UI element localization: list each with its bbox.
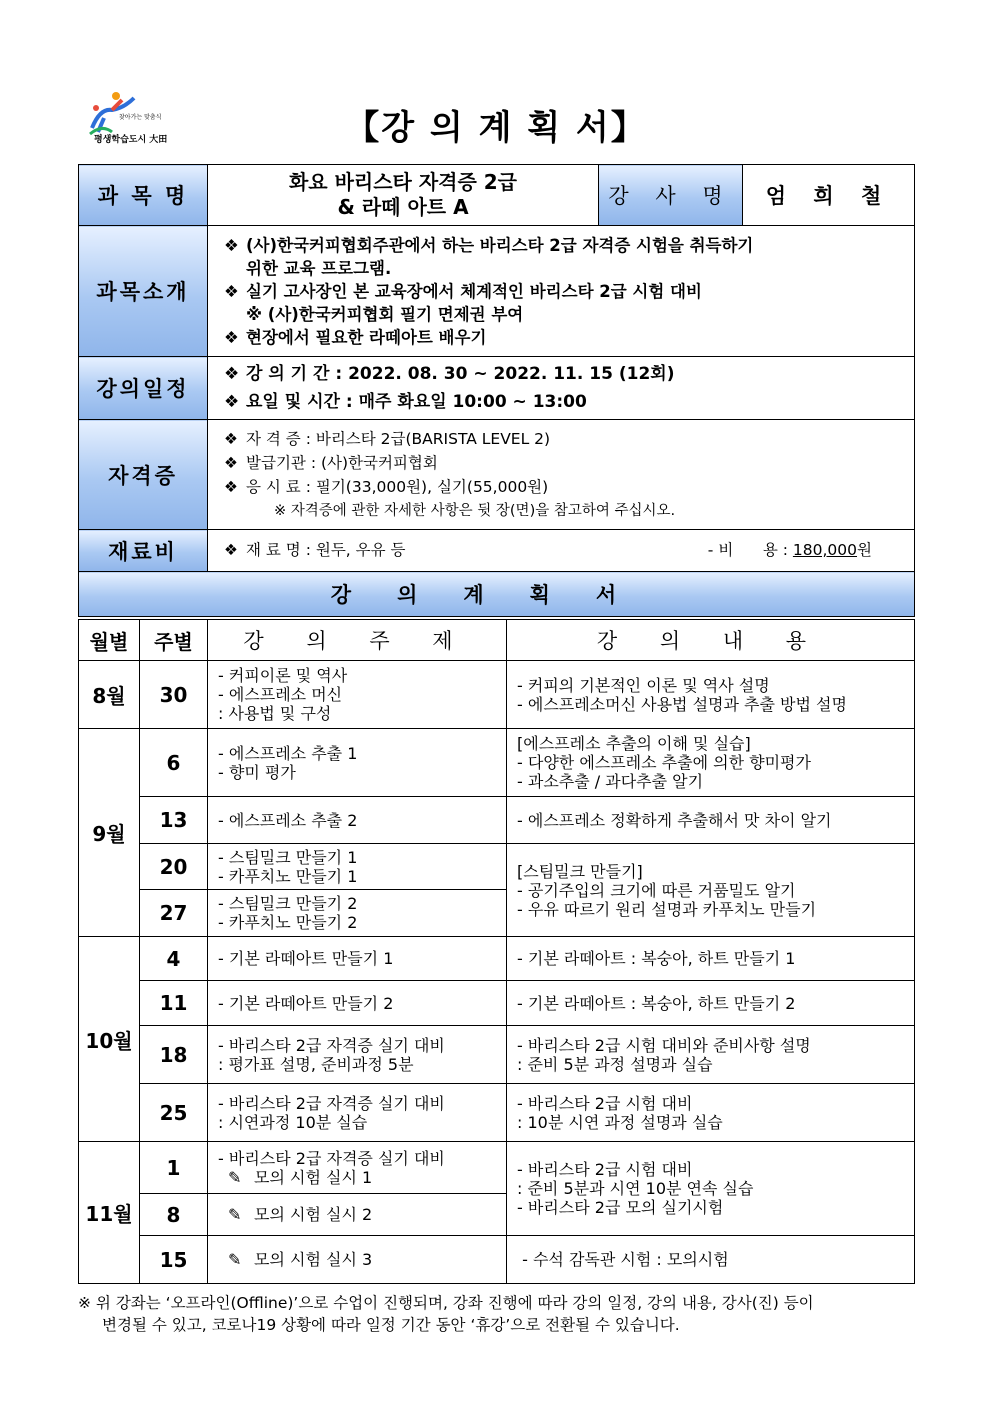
logo-name: 평생학습도시 大田 <box>94 135 168 145</box>
week-number: 6 <box>140 729 208 797</box>
content-line: - 우유 따르기 원리 설명과 카푸치노 만들기 <box>517 899 817 919</box>
intro-bullet-2-note: ※ (사)한국커피협회 필기 면제권 부여 <box>246 304 524 324</box>
header-month: 월별 <box>79 620 140 661</box>
subject-label: 과 목 명 <box>79 165 208 226</box>
topic-line: - 바리스타 2급 자격증 실기 대비 <box>218 1093 445 1113</box>
bullet-icon: ❖ <box>224 392 240 412</box>
footer-line2: 변경될 수 있고, 코로나19 상황에 따라 일정 기간 동안 ‘휴강’으로 전환될 수 있습니다. <box>102 1316 680 1334</box>
topic-cell <box>208 1084 507 1142</box>
teacher-label: 강 사 명 <box>599 165 743 226</box>
topic-line: - 스팀밀크 만들기 2 <box>218 894 358 913</box>
bullet-icon: ❖ <box>224 477 238 496</box>
material-cost-prefix: - 비 용 : <box>707 541 793 559</box>
pencil-icon: ✎ <box>228 1205 242 1224</box>
topic-cell <box>208 1194 507 1236</box>
topic-cell: - 에스프레소 추출 2 <box>208 797 507 844</box>
content-line: : 준비 5분과 시연 10분 연속 실습 <box>517 1179 754 1198</box>
intro-bullet-2: 실기 고사장인 본 교육장에서 체계적인 바리스타 2급 시험 대비 <box>246 281 702 301</box>
intro-bullet-1: (사)한국커피협회주관에서 하는 바리스타 2급 자격증 시험을 취득하기 <box>246 235 754 255</box>
week-number: 11 <box>140 981 208 1026</box>
month-aug: 8월 <box>79 661 140 729</box>
topic-line: - 바리스타 2급 자격증 실기 대비 <box>218 1035 445 1055</box>
topic-cell <box>208 661 507 729</box>
topic-line: 모의 시험 실시 2 <box>254 1205 373 1224</box>
subject-line1: 화요 바리스타 자격증 2급 <box>288 170 517 194</box>
content-line: : 10분 시연 과정 설명과 실습 <box>517 1112 723 1132</box>
logo-tagline: 찾아가는 맞춤식 <box>119 114 162 121</box>
header-content: 강 의 내 용 <box>507 620 915 661</box>
week-number: 25 <box>140 1084 208 1142</box>
bullet-icon: ❖ <box>224 541 238 559</box>
cert-fee: 응 시 료 : 필기(33,000원), 실기(55,000원) <box>246 477 549 496</box>
content-line: - 바리스타 2급 시험 대비와 준비사항 설명 <box>517 1035 811 1055</box>
content-line: - 에스프레소머신 사용법 설명과 추출 방법 설명 <box>517 694 847 714</box>
bullet-icon: ❖ <box>224 235 239 255</box>
content-cell <box>507 661 915 729</box>
content-line: : 준비 5분 과정 설명과 실습 <box>517 1054 713 1074</box>
content-cell: - 기본 라떼아트 : 복숭아, 하트 만들기 1 <box>507 937 915 981</box>
material-label: 재료비 <box>79 530 208 572</box>
topic-line: 모의 시험 실시 1 <box>254 1167 373 1187</box>
teacher-name: 엄 희 철 <box>743 165 915 226</box>
intro-bullet-1-cont: 위한 교육 프로그램. <box>246 258 392 278</box>
topic-line: - 카푸치노 만들기 2 <box>218 913 358 932</box>
content-line: [스팀밀크 만들기] <box>517 861 643 881</box>
content-cell <box>507 1026 915 1084</box>
schedule-time: 요일 및 시간 : 매주 화요일 10:00 ~ 13:00 <box>246 392 587 412</box>
page-title: 【강 의 계 획 서】 <box>345 108 647 148</box>
week-number: 20 <box>140 844 208 890</box>
content-line: - 공기주입의 크기에 따른 거품밀도 알기 <box>517 880 796 900</box>
topic-line: - 커피이론 및 역사 <box>218 666 348 685</box>
topic-line: - 바리스타 2급 자격증 실기 대비 <box>218 1148 445 1168</box>
content-line: - 과소추출 / 과다추출 알기 <box>517 772 704 791</box>
section-title: 강의계획서 <box>79 572 915 617</box>
content-cell <box>507 729 915 797</box>
material-cost-unit: 원 <box>857 541 872 559</box>
week-number: 8 <box>140 1194 208 1236</box>
content-cell <box>507 1142 915 1236</box>
header-week: 주별 <box>140 620 208 661</box>
subject-line2: & 라떼 아트 A <box>337 195 469 219</box>
intro-bullet-3: 현장에서 필요한 라떼아트 배우기 <box>246 327 487 347</box>
content-line: - 다양한 에스프레소 추출에 의한 향미평가 <box>517 753 811 772</box>
material-name: 재 료 명 : 원두, 우유 등 <box>246 541 406 559</box>
header-topic: 강 의 주 제 <box>208 620 507 661</box>
pencil-icon: ✎ <box>228 1167 242 1187</box>
topic-cell: - 기본 라떼아트 만들기 1 <box>208 937 507 981</box>
content-cell: - 에스프레소 정확하게 추출해서 맛 차이 알기 <box>507 797 915 844</box>
bullet-icon: ❖ <box>224 429 238 448</box>
topic-cell <box>208 890 507 937</box>
material-cost-value: 180,000 <box>792 541 858 559</box>
topic-cell <box>208 1026 507 1084</box>
bullet-icon: ❖ <box>224 364 240 384</box>
intro-label: 과목소개 <box>79 226 208 357</box>
week-number: 27 <box>140 890 208 937</box>
topic-cell: - 기본 라떼아트 만들기 2 <box>208 981 507 1026</box>
topic-line: - 에스프레소 머신 <box>218 685 343 704</box>
topic-line: - 에스프레소 추출 1 <box>218 743 358 763</box>
content-line: - 바리스타 2급 모의 실기시험 <box>517 1198 724 1217</box>
footer-note <box>78 1292 918 1336</box>
cert-label: 자격증 <box>79 420 208 530</box>
topic-line: - 향미 평가 <box>218 762 296 782</box>
week-number: 4 <box>140 937 208 981</box>
topic-line: - 스팀밀크 만들기 1 <box>218 847 358 867</box>
month-sep: 9월 <box>79 729 140 937</box>
content-line: - 커피의 기본적인 이론 및 역사 설명 <box>517 675 770 695</box>
content-cell: - 수석 감독관 시험 : 모의시험 <box>507 1236 915 1284</box>
week-number: 30 <box>140 661 208 729</box>
topic-line: : 시연과정 10분 실습 <box>218 1112 368 1132</box>
week-number: 13 <box>140 797 208 844</box>
content-line: - 바리스타 2급 시험 대비 <box>517 1093 693 1113</box>
week-number: 18 <box>140 1026 208 1084</box>
pencil-icon: ✎ <box>228 1250 242 1269</box>
bullet-icon: ❖ <box>224 453 238 472</box>
content-line: - 바리스타 2급 시험 대비 <box>517 1160 693 1179</box>
bullet-icon: ❖ <box>224 281 239 301</box>
topic-cell <box>208 1142 507 1194</box>
cert-name: 자 격 증 : 바리스타 2급(BARISTA LEVEL 2) <box>246 429 551 448</box>
info-table <box>78 164 915 617</box>
topic-cell <box>208 1236 507 1284</box>
subject-value <box>208 165 599 226</box>
content-cell: - 기본 라떼아트 : 복숭아, 하트 만들기 2 <box>507 981 915 1026</box>
schedule-label: 강의일정 <box>79 357 208 420</box>
schedule-period: 강 의 기 간 : 2022. 08. 30 ~ 2022. 11. 15 (12회) <box>246 364 675 384</box>
month-oct: 10월 <box>79 937 140 1142</box>
footer-line1: ※ 위 강좌는 ‘오프라인(Offline)’으로 수업이 진행되며, 강좌 진행에 따라 강의 일정, 강의 내용, 강사(진) 등이 <box>78 1294 814 1312</box>
cert-note: ※ 자격증에 관한 자세한 사항은 뒷 장(면)을 참고하여 주십시오. <box>274 502 676 519</box>
material-content <box>208 530 915 572</box>
topic-cell <box>208 844 507 890</box>
plan-table <box>78 619 915 1284</box>
schedule-content <box>208 357 915 420</box>
content-cell <box>507 1084 915 1142</box>
bullet-icon: ❖ <box>224 327 239 347</box>
intro-content <box>208 226 915 357</box>
topic-line: : 평가표 설명, 준비과정 5분 <box>218 1054 414 1074</box>
content-cell <box>507 844 915 937</box>
week-number: 1 <box>140 1142 208 1194</box>
cert-content <box>208 420 915 530</box>
topic-line: : 사용법 및 구성 <box>218 704 332 723</box>
cert-issuer: 발급기관 : (사)한국커피협회 <box>246 453 438 472</box>
content-line: [에스프레소 추출의 이해 및 실습] <box>517 734 751 753</box>
topic-line: 모의 시험 실시 3 <box>254 1250 373 1269</box>
week-number: 15 <box>140 1236 208 1284</box>
topic-cell <box>208 729 507 797</box>
topic-line: - 카푸치노 만들기 1 <box>218 866 358 886</box>
month-nov: 11월 <box>79 1142 140 1284</box>
